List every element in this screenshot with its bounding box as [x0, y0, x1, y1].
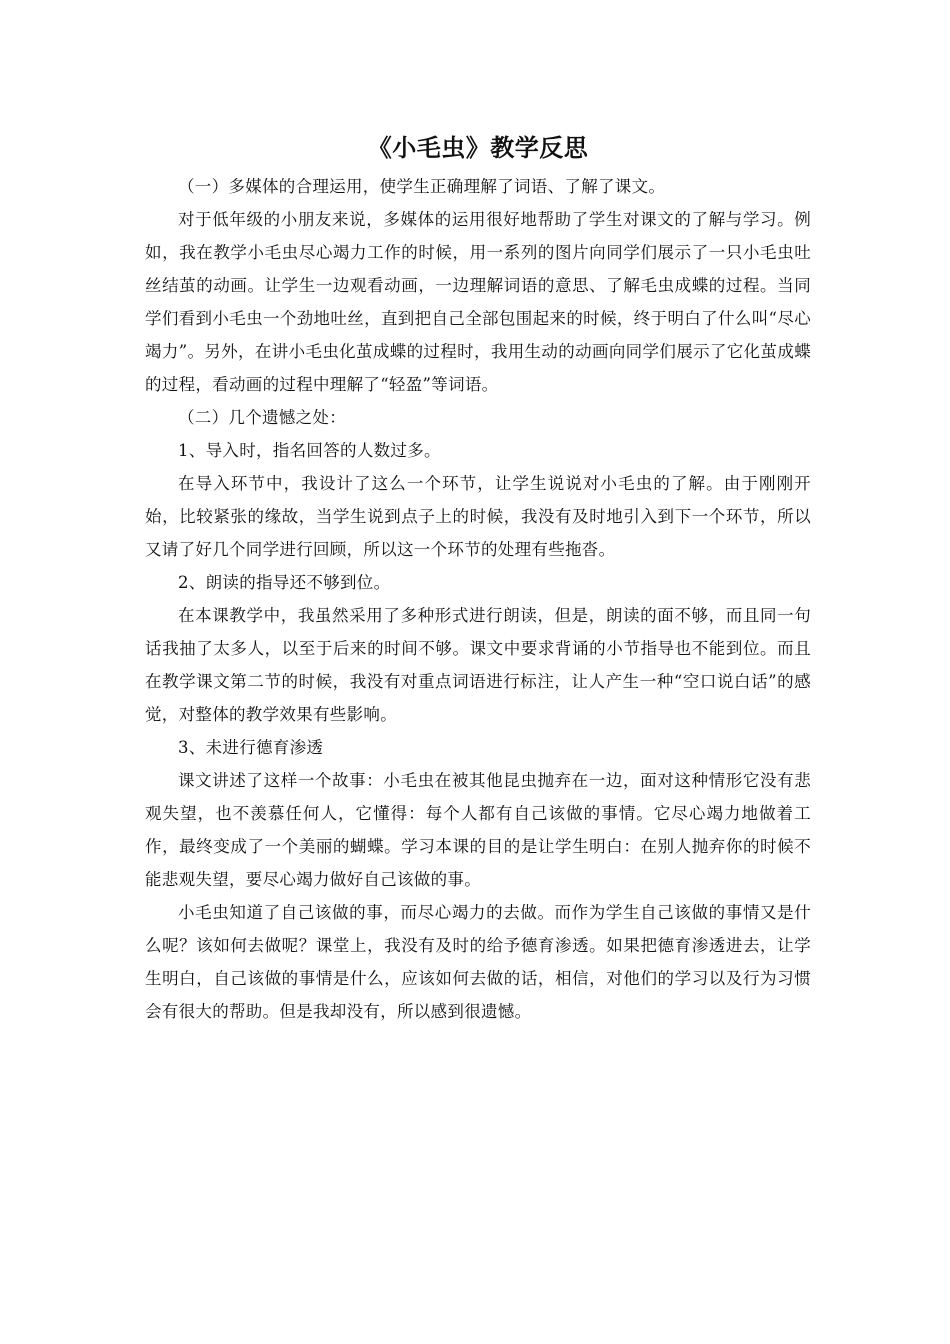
paragraph-conclusion: 小毛虫知道了自己该做的事，而尽心竭力的去做。而作为学生自己该做的事情又是什么呢？该如何去做呢？课堂上，我没有及时的给予德育渗透。如果把德育渗透进去，让学生明白，自己该做的事情是什么，应该如何去做的话，相信，对他们的学习以及行为习惯会有很大的帮助。但是我却没有，所以感到很遗憾。 — [145, 903, 811, 1021]
subheading-1: 1、导入时，指名回答的人数过多。 — [178, 441, 441, 460]
paragraph-reading: 在本课教学中，我虽然采用了多种形式进行朗读，但是，朗读的面不够，而且同一句话我抽了太多人，以至于后来的时间不够。课文中要求背诵的小节指导也不能到位。而且在教学课文第二节的时候，我没有对重点词语进行标注，让人产生一种“空口说白话”的感觉，对整体的教学效果有些影响。 — [145, 606, 811, 724]
paragraph-multimedia: 对于低年级的小朋友来说，多媒体的运用很好地帮助了学生对课文的了解与学习。例如，我在教学小毛虫尽心竭力工作的时候，用一系列的图片向同学们展示了一只小毛虫吐丝结茧的动画。让学生一边观看动画，一边理解词语的意思、了解毛虫成蝶的过程。当同学们看到小毛虫一个劲地吐丝，直到把自己全部包围起来的时候，终于明白了什么叫“尽心竭力”。另外，在讲小毛虫化茧成蝶的过程时，我用生动的动画向同学们展示了它化茧成蝶的过程，看动画的过程中理解了“轻盈”等词语。 — [145, 210, 811, 394]
section-heading-2: （二）几个遗憾之处： — [178, 408, 346, 427]
paragraph-intro: 在导入环节中，我设计了这么一个环节，让学生说说对小毛虫的了解。由于刚刚开始，比较紧张的缘故，当学生说到点子上的时候，我没有及时地引入到下一个环节，所以又请了好几个同学进行回顾，所以这一个环节的处理有些拖沓。 — [145, 474, 811, 559]
subheading-3: 3、未进行德育渗透 — [178, 738, 324, 757]
document-body — [145, 128, 811, 1028]
subheading-2: 2、朗读的指导还不够到位。 — [178, 573, 391, 592]
document-title: 《小毛虫》教学反思 — [367, 134, 589, 162]
paragraph-story: 课文讲述了这样一个故事：小毛虫在被其他昆虫抛弃在一边，面对这种情形它没有悲观失望，也不羡慕任何人，它懂得：每个人都有自己该做的事情。它尽心竭力地做着工作，最终变成了一个美丽的蝴蝶。学习本课的目的是让学生明白：在别人抛弃你的时候不能悲观失望，要尽心竭力做好自己该做的事。 — [145, 771, 811, 889]
section-heading-1: （一）多媒体的合理运用，使学生正确理解了词语、了解了课文。 — [178, 177, 666, 196]
